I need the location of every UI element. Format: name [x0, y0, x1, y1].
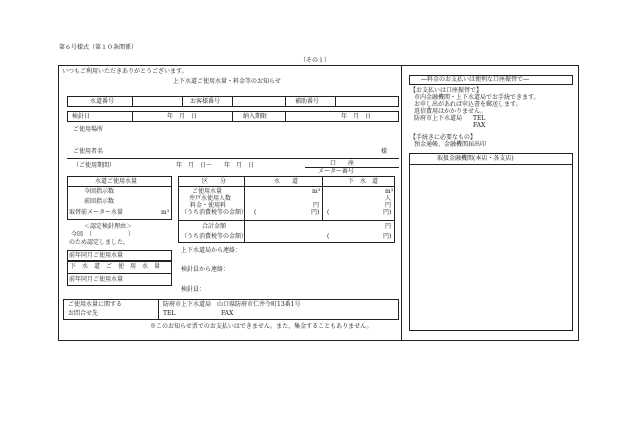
inquiry-label-2: お問合せ先: [68, 310, 99, 317]
divider: [67, 273, 172, 274]
bank-box: [409, 153, 573, 331]
header-row-1: [67, 96, 399, 107]
sewer-paren-open: (: [327, 209, 330, 216]
fee-row-usage: ご使用水量: [192, 188, 223, 195]
divider: [132, 96, 133, 107]
sewer-unit-people: 人: [385, 195, 392, 202]
water-usage-title: 水道ご使用水量: [95, 178, 138, 185]
divider: [335, 96, 336, 107]
fee-row-fee: 料金・使用料: [190, 202, 227, 209]
divider: [322, 176, 323, 220]
honorific: 様: [381, 148, 388, 155]
inquiry-label-1: ご使用水量に関する: [68, 301, 123, 308]
inquiry-org: 防府市上下水道局 山口県防府市仁井令町13番1号: [163, 301, 301, 308]
side-sec1-title: 【お支払いは口座振替で】: [410, 87, 483, 94]
total-unit: 円: [385, 223, 392, 230]
divider: [178, 186, 395, 187]
side-sec1-line-2: お申し出があれば申込書を郵送します。: [414, 101, 522, 108]
side-sec2-title: 【手続きに必要なもの】: [410, 134, 477, 141]
sub-number-label: 補助番号: [295, 98, 320, 105]
current-reading-label: 今回指示数: [84, 188, 115, 195]
reason-recognized: のため認定しました。: [69, 239, 130, 246]
inquiry-tel: TEL: [163, 310, 176, 317]
inquiry-fax: FAX: [221, 310, 234, 317]
due-date-label: 納入期限: [243, 113, 268, 120]
total-paren-open: (: [327, 233, 330, 240]
side-sec2-line: 預金通帳、金融機関届出印: [414, 141, 487, 148]
total-tax-unit: 円): [383, 233, 392, 240]
notice-title: 上下水道ご使用水量・料金等のお知らせ: [173, 78, 281, 85]
due-date: 年 月 日: [341, 113, 372, 120]
reason-this-time: 今回 （ ）: [71, 231, 135, 238]
prev-year-sewer-label: 前年同月ご使用水量: [69, 276, 124, 283]
divider: [158, 299, 159, 320]
divider: [305, 167, 399, 168]
sewer-unit-tax: 円): [383, 209, 392, 216]
form-number: 第６号様式（第１０条関係）: [59, 44, 138, 51]
sewer-usage-label: 下 水 道 ご 使 用 水 量: [70, 263, 161, 270]
old-meter-label: 取替前メーター水量: [69, 209, 124, 216]
fee-col-water: 水 道: [274, 178, 299, 185]
water-unit-fee: 円: [313, 202, 320, 209]
usage-place-label: ご使用場所: [73, 126, 104, 133]
prev-year-water-label: 前年同月ご使用水量: [69, 252, 124, 259]
meter-number-label: メーター番号: [318, 168, 355, 175]
divider: [232, 111, 233, 122]
account-label: 口 座: [330, 160, 355, 167]
divider: [285, 111, 286, 122]
bureau-contact-label: 上下水道局から連絡：: [181, 247, 242, 254]
reason-title: ＜認定検針理由＞: [84, 223, 133, 230]
user-name-label: ご使用者名: [73, 148, 104, 155]
divider: [285, 96, 286, 107]
meter-reading-day-label: 検針日: [72, 113, 91, 120]
page-label: （その１）: [300, 57, 331, 64]
sewer-unit-usage: m³: [385, 188, 394, 195]
water-number-label: 水道番号: [90, 98, 115, 105]
total-tax-label: （うち消費税等の金額）: [181, 233, 248, 240]
divider: [409, 164, 573, 165]
divider: [182, 96, 183, 107]
side-sec1-line-1: 市内金融機関・上下水道局でお手続できます。: [414, 94, 540, 101]
fee-col-sewer: 下 水 道: [348, 178, 379, 185]
side-divider: [401, 65, 402, 341]
divider: [178, 220, 395, 221]
footnote: ※このお知らせ票でのお支払いはできません。また、集金することもありません。: [150, 323, 373, 330]
unit-m3: m³: [161, 209, 170, 216]
divider: [67, 186, 172, 187]
usage-period: 年 月 日～ 年 月 日: [176, 162, 255, 169]
total-label: 合計金額: [202, 223, 227, 230]
reader-contact-label: 検針員から連絡：: [181, 266, 230, 273]
fee-row-well: 井戸水使用人数: [189, 195, 232, 202]
sewer-unit-fee: 円: [385, 202, 392, 209]
side-contact-tel: TEL: [473, 115, 486, 122]
side-contact-fax: FAX: [473, 122, 486, 129]
previous-reading-label: 前回指示数: [84, 198, 115, 205]
water-unit-tax: 円): [311, 209, 320, 216]
water-paren-open: (: [254, 209, 257, 216]
fee-col-category: 区 分: [202, 178, 227, 185]
meter-reading-date: 年 月 日: [167, 113, 198, 120]
side-heading: ―料金のお支払いは便利な口座振替で―: [421, 76, 530, 83]
fee-row-tax: （うち消費税等の金額）: [181, 209, 248, 216]
greeting: いつもご利用いただきありがとうございます。: [62, 68, 188, 75]
customer-number-label: お客様番号: [190, 98, 221, 105]
bank-box-title: 取扱金融機関(本店・各支店): [437, 155, 514, 162]
side-contact-org: 防府市上下水道局: [414, 115, 463, 122]
water-unit-usage: m³: [312, 188, 321, 195]
divider: [132, 111, 133, 122]
reader-label: 検針員：: [181, 286, 206, 293]
divider: [67, 158, 399, 159]
divider: [232, 96, 233, 107]
side-sec1-line-3: 返信費用はかかりません。: [414, 108, 487, 115]
usage-period-label: （ご使用期間）: [73, 162, 116, 169]
